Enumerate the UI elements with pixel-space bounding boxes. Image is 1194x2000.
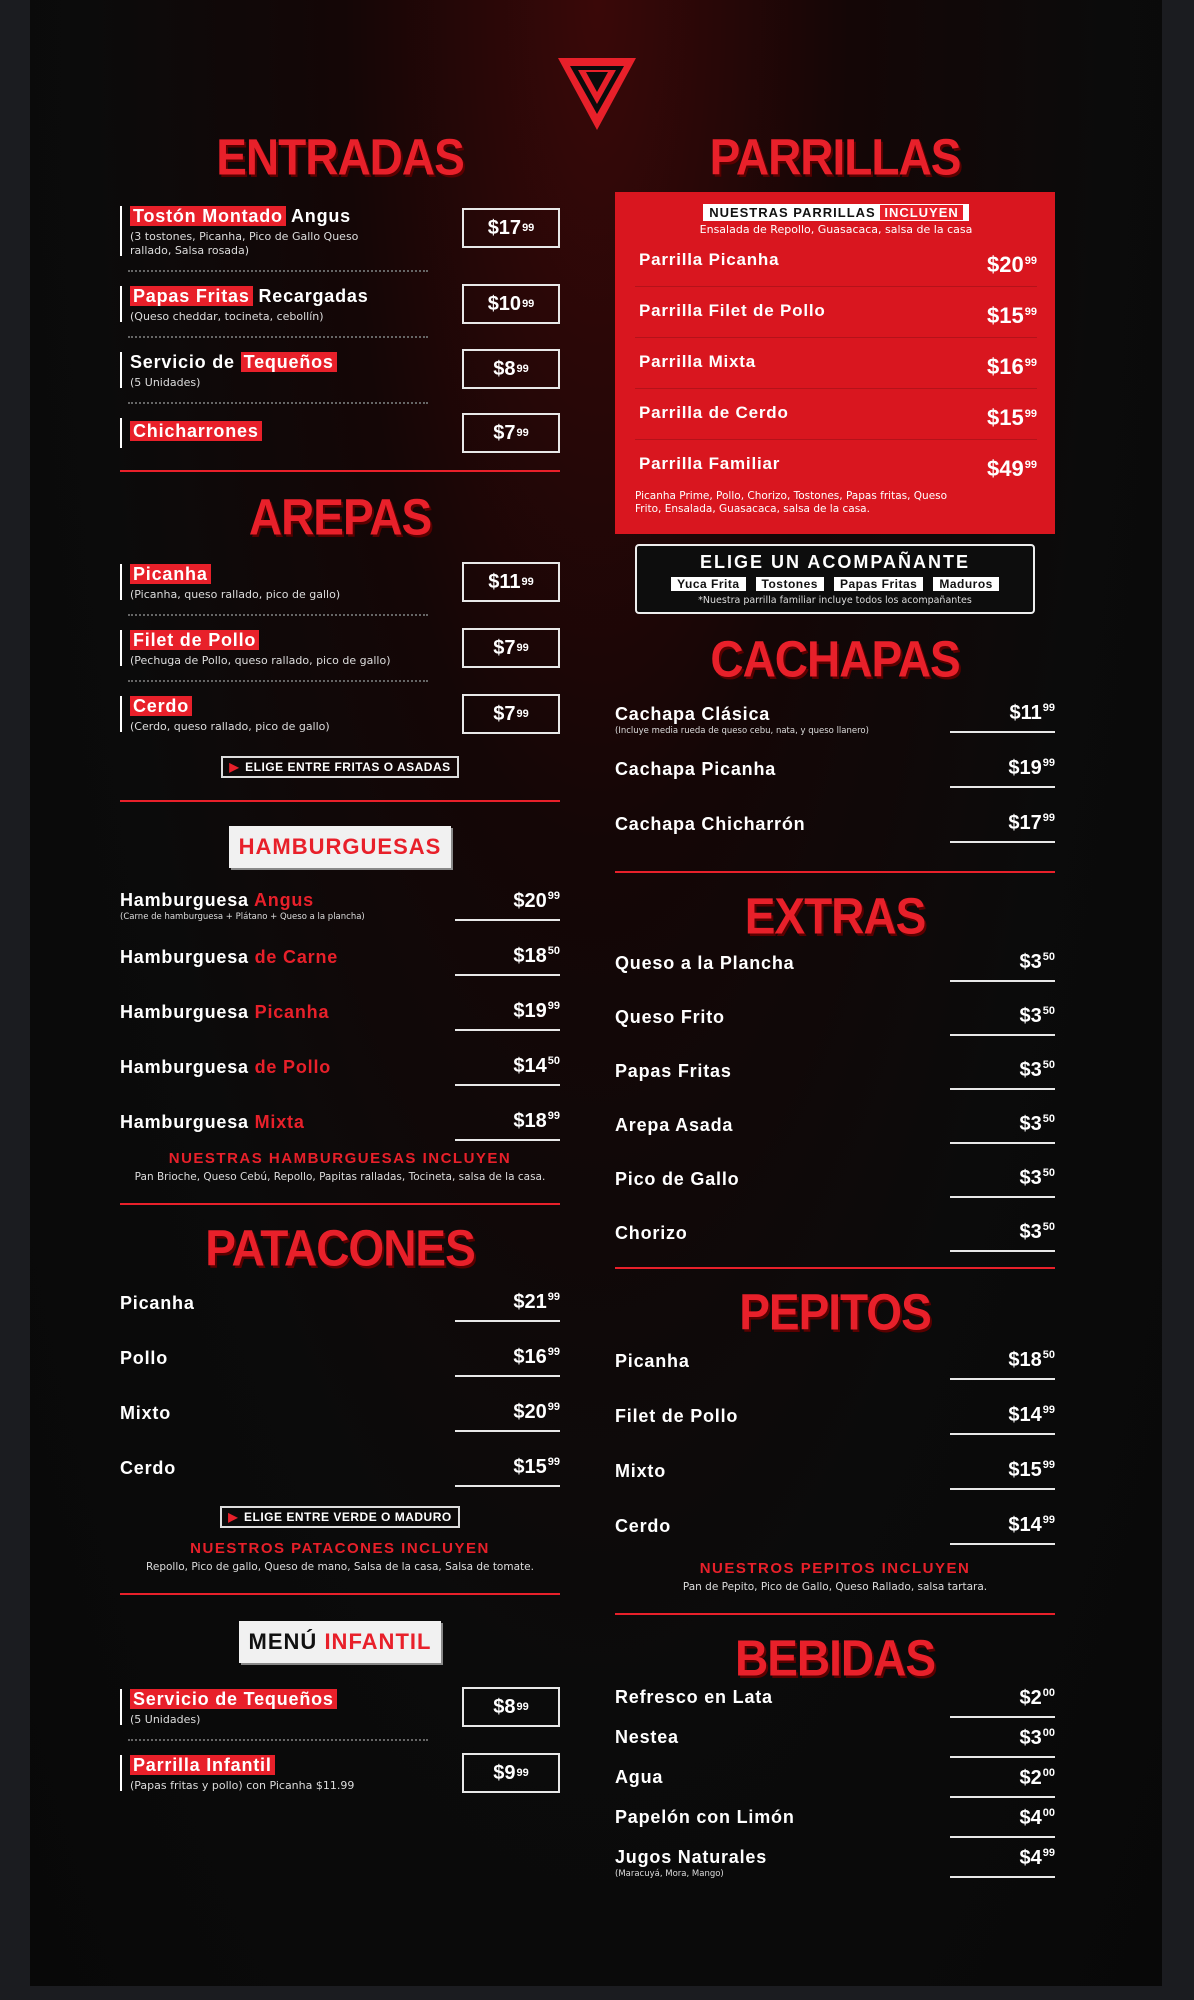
- item-desc: (Cerdo, queso rallado, pico de gallo): [130, 720, 330, 733]
- hamburguesas-incl-title: NUESTRAS HAMBURGUESAS INCLUYEN: [168, 1150, 512, 1167]
- price-box: $7 99: [462, 694, 560, 734]
- section-divider: [120, 1593, 560, 1595]
- item-highlight: Papas Fritas: [130, 286, 253, 306]
- arepas-list: [120, 564, 560, 732]
- divider: [128, 336, 428, 338]
- price: $\$17^{99}$: [950, 812, 1055, 843]
- list-item: [120, 696, 560, 732]
- section-divider: [120, 800, 560, 802]
- item-highlight: Tostón Montado: [130, 206, 286, 226]
- parrillas-box: [615, 192, 1055, 534]
- patacones-incl-title: NUESTROS PATACONES INCLUYEN: [190, 1540, 490, 1557]
- frame-right: [1162, 0, 1194, 2000]
- price: $\$3^{50}$: [950, 951, 1055, 982]
- price: $\$20^{99}$: [455, 890, 560, 921]
- item-desc: (Incluye media rueda de queso cebu, nata, y queso llanero): [615, 726, 869, 736]
- acompanante-option: Tostones: [756, 577, 824, 591]
- item-desc: (Picanha, queso rallado, pico de gallo): [130, 588, 341, 601]
- patacones-pill-wrap: [120, 1506, 560, 1528]
- list-item: Picanha $\$21^{99}$: [120, 1287, 560, 1342]
- list-item: Arepa Asada $\$3^{50}$: [615, 1109, 1055, 1163]
- list-item: Parrilla Filet de Pollo $\$15^{99}$: [635, 287, 1037, 338]
- acompanante-option: Yuca Frita: [671, 577, 745, 591]
- entradas-list: [120, 206, 560, 448]
- bebidas-list: [615, 1685, 1055, 1885]
- pepitos-title: PEPITOS: [739, 1283, 931, 1341]
- list-item: Pico de Gallo $\$3^{50}$: [615, 1163, 1055, 1217]
- divider: [128, 270, 428, 272]
- price: $\$18^{50}$: [950, 1349, 1055, 1380]
- item-highlight: Picanha: [130, 564, 211, 584]
- list-item: Parrilla de Cerdo $\$15^{99}$: [635, 389, 1037, 440]
- parrillas-head: NUESTRAS PARRILLAS INCLUYEN: [703, 204, 969, 221]
- item-highlight: Filet de Pollo: [130, 630, 259, 650]
- price: $\$4^{00}$: [950, 1807, 1055, 1838]
- list-item: Cerdo $\$14^{99}$: [615, 1510, 1055, 1556]
- list-item: Parrilla Familiar $\$49^{99}$: [635, 440, 1037, 486]
- arepas-pill-wrap: [120, 756, 560, 778]
- patacones-title: PATACONES: [205, 1219, 475, 1277]
- price: $\$2^{00}$: [950, 1767, 1055, 1798]
- item-desc: (Maracuyá, Mora, Mango): [615, 1869, 724, 1879]
- list-item: Mixto $\$15^{99}$: [615, 1455, 1055, 1510]
- list-item: [120, 1755, 560, 1791]
- list-item: [120, 418, 560, 448]
- patacones-list: [120, 1287, 560, 1500]
- list-item: [120, 630, 560, 666]
- list-item: Hamburguesa Picanha $\$19^{99}$: [120, 996, 560, 1051]
- list-item: Cachapa Picanha $\$19^{99}$: [615, 753, 1055, 808]
- choice-pill: ▶ ELIGE ENTRE FRITAS O ASADAS: [221, 756, 458, 778]
- extras-title: EXTRAS: [744, 887, 926, 945]
- price-box: $8 99: [462, 1687, 560, 1727]
- acompanante-option: Papas Fritas: [834, 577, 923, 591]
- list-item: Hamburguesa Angus (Carne de hamburguesa + Plátano + Queso a la plancha) $\$20^{99}$: [120, 890, 560, 922]
- cachapas-title: CACHAPAS: [710, 630, 960, 688]
- list-item: Cerdo $\$15^{99}$: [120, 1452, 560, 1500]
- acompanante-option: Maduros: [933, 577, 999, 591]
- price: $\$3^{50}$: [950, 1059, 1055, 1090]
- hamburguesas-title: HAMBURGUESAS: [229, 826, 452, 868]
- list-item: Agua $\$2^{00}$: [615, 1765, 1055, 1805]
- item-name: Angus: [285, 206, 351, 226]
- price: $\$14^{99}$: [950, 1404, 1055, 1435]
- price: $\$15^{99}$: [987, 405, 1037, 430]
- item-desc: (Papas fritas y pollo) con Picanha $11.99: [130, 1779, 355, 1792]
- item-highlight: Cerdo: [130, 696, 192, 716]
- acompanante-title: ELIGE UN ACOMPAÑANTE: [699, 552, 970, 572]
- list-item: Filet de Pollo $\$14^{99}$: [615, 1400, 1055, 1455]
- price: $\$3^{50}$: [950, 1005, 1055, 1036]
- divider: [128, 402, 428, 404]
- list-item: [120, 206, 560, 256]
- list-item: Mixto $\$20^{99}$: [120, 1397, 560, 1452]
- hamburguesas-list: [120, 886, 560, 1150]
- price: $\$20^{99}$: [987, 252, 1037, 277]
- parrillas-note: Picanha Prime, Pollo, Chorizo, Tostones, Papas fritas, Queso Frito, Ensalada, Guasacaca, salsa de la casa.: [635, 490, 948, 515]
- list-item: Papas Fritas $\$3^{50}$: [615, 1055, 1055, 1109]
- price-box: $7 99: [462, 628, 560, 668]
- list-item: Queso Frito $\$3^{50}$: [615, 1001, 1055, 1055]
- price: $\$15^{99}$: [987, 303, 1037, 328]
- price-box: $17 99: [462, 208, 560, 248]
- section-divider: [615, 1613, 1055, 1615]
- list-item: Parrilla Mixta $\$16^{99}$: [635, 338, 1037, 389]
- infantil-title: MENÚ INFANTIL: [239, 1621, 442, 1663]
- acompanante-box: [635, 544, 1035, 614]
- list-item: Nestea $\$3^{00}$: [615, 1725, 1055, 1765]
- price: $\$19^{99}$: [455, 1000, 560, 1031]
- pepitos-incl-title: NUESTROS PEPITOS INCLUYEN: [699, 1560, 971, 1577]
- acompanante-options: [647, 577, 1023, 591]
- list-item: Picanha $\$18^{50}$: [615, 1345, 1055, 1400]
- list-item: Cachapa Clásica (Incluye media rueda de queso cebu, nata, y queso llanero) $\$11^{99}$: [615, 702, 1055, 736]
- infantil-list: [120, 1689, 560, 1791]
- section-divider: [615, 1267, 1055, 1269]
- item-desc: (5 Unidades): [130, 376, 201, 389]
- list-item: Queso a la Plancha $\$3^{50}$: [615, 947, 1055, 1001]
- item-desc: (Queso cheddar, tocineta, cebollín): [130, 310, 324, 323]
- item-name: Recargadas: [252, 286, 369, 306]
- list-item: [120, 1689, 560, 1725]
- frame-bottom: [0, 1986, 1194, 2000]
- price: $\$18^{50}$: [455, 945, 560, 976]
- list-item: Papelón con Limón $\$4^{00}$: [615, 1805, 1055, 1845]
- hamburguesas-incl-text: Pan Brioche, Queso Cebú, Repollo, Papitas ralladas, Tocineta, salsa de la casa.: [134, 1171, 546, 1183]
- list-item: [120, 564, 560, 600]
- brand-logo-icon: [556, 56, 638, 132]
- price-box: $8 99: [462, 349, 560, 389]
- price: $\$3^{50}$: [950, 1167, 1055, 1198]
- price: $\$21^{99}$: [455, 1291, 560, 1322]
- divider: [128, 1739, 428, 1741]
- parrillas-title: PARRILLAS: [709, 128, 961, 186]
- bebidas-title: BEBIDAS: [734, 1629, 936, 1687]
- price: $\$14^{50}$: [455, 1055, 560, 1086]
- price-box: $7 99: [462, 413, 560, 453]
- price: $\$4^{99}$: [950, 1847, 1055, 1878]
- divider: [128, 614, 428, 616]
- frame-left: [0, 0, 30, 2000]
- pepitos-incl-text: Pan de Pepito, Pico de Gallo, Queso Rallado, salsa tartara.: [682, 1581, 988, 1593]
- list-item: Pollo $\$16^{99}$: [120, 1342, 560, 1397]
- list-item: Hamburguesa de Carne $\$18^{50}$: [120, 941, 560, 996]
- price: $\$16^{99}$: [987, 354, 1037, 379]
- divider: [128, 680, 428, 682]
- price: $\$3^{50}$: [950, 1113, 1055, 1144]
- patacones-incl-text: Repollo, Pico de gallo, Queso de mano, Salsa de la casa, Salsa de tomate.: [146, 1561, 534, 1573]
- price: $\$15^{99}$: [455, 1456, 560, 1487]
- price: $\$15^{99}$: [950, 1459, 1055, 1490]
- parrillas-sub: Ensalada de Repollo, Guasacaca, salsa de la casa: [699, 223, 973, 236]
- entradas-title: ENTRADAS: [216, 128, 464, 186]
- section-divider: [615, 871, 1055, 873]
- cachapas-list: [615, 698, 1055, 863]
- extras-list: [615, 947, 1055, 1265]
- list-item: [120, 352, 560, 388]
- item-desc: (5 Unidades): [130, 1713, 201, 1726]
- price-box: $10 99: [462, 284, 560, 324]
- list-item: Hamburguesa de Pollo $\$14^{50}$: [120, 1051, 560, 1106]
- list-item: Parrilla Picanha $\$20^{99}$: [635, 236, 1037, 287]
- list-item: [120, 286, 560, 322]
- item-desc: (3 tostones, Picanha, Pico de Gallo Queso rallado, Salsa rosada): [130, 230, 359, 257]
- section-divider: [120, 470, 560, 472]
- price: $\$14^{99}$: [950, 1514, 1055, 1545]
- price-box: $11 99: [462, 562, 560, 602]
- item-highlight: Chicharrones: [130, 421, 262, 441]
- acompanante-note: *Nuestra parrilla familiar incluye todos los acompañantes: [698, 595, 972, 606]
- price: $\$3^{50}$: [950, 1221, 1055, 1252]
- price: $\$49^{99}$: [987, 456, 1037, 481]
- price: $\$2^{00}$: [950, 1687, 1055, 1718]
- item-highlight: Tequeños: [241, 352, 337, 372]
- item-highlight: Servicio de Tequeños: [130, 1689, 337, 1709]
- item-desc: (Carne de hamburguesa + Plátano + Queso a la plancha): [120, 912, 365, 922]
- price: $\$18^{99}$: [455, 1110, 560, 1141]
- choice-pill: ▶ ELIGE ENTRE VERDE O MADURO: [220, 1506, 459, 1528]
- pepitos-list: [615, 1345, 1055, 1556]
- arepas-title: AREPAS: [248, 488, 432, 546]
- item-desc: (Pechuga de Pollo, queso rallado, pico de gallo): [130, 654, 391, 667]
- right-column: [615, 130, 1055, 1885]
- price: $\$16^{99}$: [455, 1346, 560, 1377]
- item-name: Servicio de: [130, 352, 241, 372]
- section-divider: [120, 1203, 560, 1205]
- item-highlight: Parrilla Infantil: [130, 1755, 275, 1775]
- list-item: Jugos Naturales (Maracuyá, Mora, Mango) $\$4^{99}$: [615, 1847, 1055, 1879]
- list-item: Chorizo $\$3^{50}$: [615, 1217, 1055, 1265]
- price: $\$19^{99}$: [950, 757, 1055, 788]
- list-item: Hamburguesa Mixta $\$18^{99}$: [120, 1106, 560, 1150]
- price: $\$20^{99}$: [455, 1401, 560, 1432]
- list-item: Cachapa Chicharrón $\$17^{99}$: [615, 808, 1055, 863]
- price: $\$11^{99}$: [950, 702, 1055, 733]
- price-box: $9 99: [462, 1753, 560, 1793]
- list-item: Refresco en Lata $\$2^{00}$: [615, 1685, 1055, 1725]
- price: $\$3^{00}$: [950, 1727, 1055, 1758]
- left-column: [120, 130, 560, 1791]
